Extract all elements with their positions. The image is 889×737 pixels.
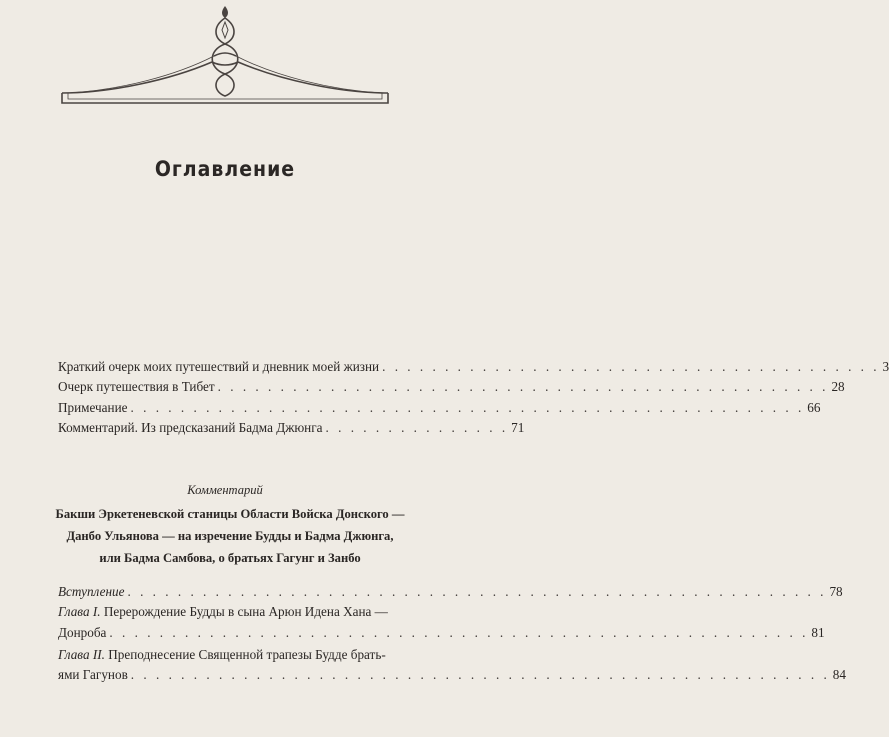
commentary-title-line: Данбо Ульянова — на изречение Будды и Бадма Джюнга, (66, 529, 394, 543)
toc-entry (58, 602, 412, 622)
toc-entry-page: 3 (882, 359, 889, 374)
toc-entry-page: 84 (832, 667, 846, 682)
toc-entry-text: Комментарий. Из предсказаний Бадма Джюнга (58, 420, 323, 435)
toc-leader-dots: . . . . . . . . . . . . . . . . . . . . . . . . . . . . . . . . . . . . . . . . (382, 359, 880, 374)
toc-entry-text: Преподнесение Священной трапезы Будде брать- (104, 647, 386, 662)
toc-entry-page: 71 (511, 420, 525, 435)
toc-entry (58, 398, 821, 418)
toc-entry-text: Очерк путешествия в Тибет (58, 379, 215, 394)
commentary-title (40, 503, 420, 569)
toc-entry-label: Вступление (58, 584, 125, 599)
toc-entry-text: Перерождение Будды в сына Арюн Идена Хана — (100, 604, 388, 619)
toc-leader-dots: . . . . . . . . . . . . . . . . . . . . . . . . . . . . . . . . . . . . . . . . . . . . . . . . . . . . . . . . (130, 667, 830, 682)
ornament-header (0, 0, 450, 110)
toc-entry-label: Глава II. (58, 647, 105, 662)
toc-entry-text: Краткий очерк моих путешествий и дневник моей жизни (58, 359, 380, 374)
toc-leader-dots: . . . . . . . . . . . . . . . (325, 420, 509, 435)
toc-entry (58, 357, 889, 377)
toc-entry-page: 66 (807, 400, 821, 415)
toc-entry (58, 418, 525, 438)
toc-entry-text: Донроба (58, 625, 107, 640)
toc-entry (58, 645, 412, 665)
commentary-title-line: или Бадма Самбова, о братьях Гагунг и Занбо (99, 551, 361, 565)
page-title: Оглавление (154, 157, 296, 181)
toc-leader-dots: . . . . . . . . . . . . . . . . . . . . . . . . . . . . . . . . . . . . . . . . . . . . . . . . . . . . . . . . (109, 625, 809, 640)
toc-entry-continuation (58, 665, 846, 685)
toc-entry-page: 28 (831, 379, 845, 394)
toc-entry-page: 78 (829, 584, 843, 599)
toc-leader-dots: . . . . . . . . . . . . . . . . . . . . . . . . . . . . . . . . . . . . . . . . . . . . . . . . . (217, 379, 829, 394)
toc-entry (58, 582, 843, 602)
toc-entry-text: Примечание (58, 400, 128, 415)
toc-entry-page: 81 (811, 625, 825, 640)
toc-entry-continuation (58, 623, 825, 643)
toc-leader-dots: . . . . . . . . . . . . . . . . . . . . . . . . . . . . . . . . . . . . . . . . . . . . . . . . . . . . . . . . (127, 584, 827, 599)
toc-leader-dots: . . . . . . . . . . . . . . . . . . . . . . . . . . . . . . . . . . . . . . . . . . . . . . . . . . . . . . (130, 400, 805, 415)
commentary-heading: Комментарий (187, 483, 263, 497)
commentary-title-line: Бакши Эркетеневской станицы Области Войска Донского — (55, 507, 405, 521)
toc-entry (58, 377, 845, 397)
toc-entry-label: Глава I. (58, 604, 101, 619)
toc-entry-text: ями Гагунов (58, 667, 128, 682)
